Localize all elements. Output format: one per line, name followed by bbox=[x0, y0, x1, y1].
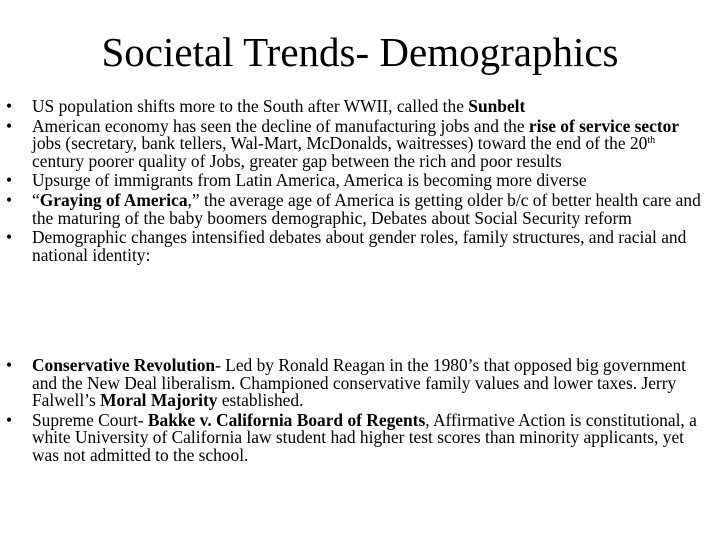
bullet-marker: • bbox=[6, 96, 13, 116]
bold-text: Moral Majority bbox=[100, 390, 218, 411]
bullet-item bbox=[6, 172, 710, 190]
bullet-marker: • bbox=[6, 227, 13, 248]
bold-text: Bakke v. California Board of Regents bbox=[147, 409, 426, 430]
text-segment: , Affirmative Action is constitutional, a white University of California law student had higher test scores than minority applicants, yet was not admitted to the school. bbox=[32, 409, 697, 465]
text-segment: US population shifts more to the South after WWII, called the bbox=[32, 96, 469, 116]
bullet-marker: • bbox=[6, 189, 13, 210]
bullet-marker: • bbox=[6, 170, 13, 191]
text-segment: century poorer quality of Jobs, greater gap between the rich and poor results bbox=[32, 150, 562, 171]
slide-title: Societal Trends- Demographics bbox=[101, 29, 619, 75]
bullet-item bbox=[6, 115, 710, 171]
bullet-marker: • bbox=[6, 115, 13, 136]
bold-text: Sunbelt bbox=[468, 96, 526, 116]
bullet-item bbox=[6, 409, 710, 465]
bullet-item bbox=[6, 229, 710, 264]
bullet-item bbox=[6, 357, 710, 410]
text-segment: ,” the average age of America is getting older b/c of better health care and the maturing of the baby boomers demographic, Debates about Social Security reform bbox=[32, 189, 701, 228]
text-segment: jobs (secretary, bank tellers, Wal-Mart, McDonalds, waitresses) toward the end of the 20 bbox=[32, 133, 648, 154]
text-segment: “ bbox=[32, 189, 40, 210]
bold-text: Graying of America bbox=[39, 189, 188, 210]
text-segment: Upsurge of immigrants from Latin America, America is becoming more diverse bbox=[32, 170, 587, 191]
bullet-list-politics bbox=[6, 357, 710, 467]
bullet-marker: • bbox=[6, 409, 13, 430]
bullet-item bbox=[6, 189, 710, 228]
text-segment: Supreme Court- bbox=[32, 409, 148, 430]
text-segment: American economy has seen the decline of manufacturing jobs and the bbox=[32, 115, 529, 136]
bullet-item bbox=[6, 98, 710, 116]
bullet-marker: • bbox=[6, 355, 13, 375]
bold-text: Conservative Revolution bbox=[32, 355, 216, 375]
text-segment: Demographic changes intensified debates about gender roles, family structures, and racial and national identity: bbox=[32, 227, 687, 265]
text-segment: established. bbox=[217, 390, 304, 411]
bold-text: rise of service sector bbox=[528, 115, 680, 136]
bullet-list-demographics bbox=[6, 98, 710, 266]
text-segment: - Led by Ronald Reagan in the 1980’s that opposed big government and the New Deal liberalism. Championed conservative family values and lower taxes. Jerry Falwell’s bbox=[32, 355, 686, 411]
superscript-text: th bbox=[647, 135, 656, 147]
